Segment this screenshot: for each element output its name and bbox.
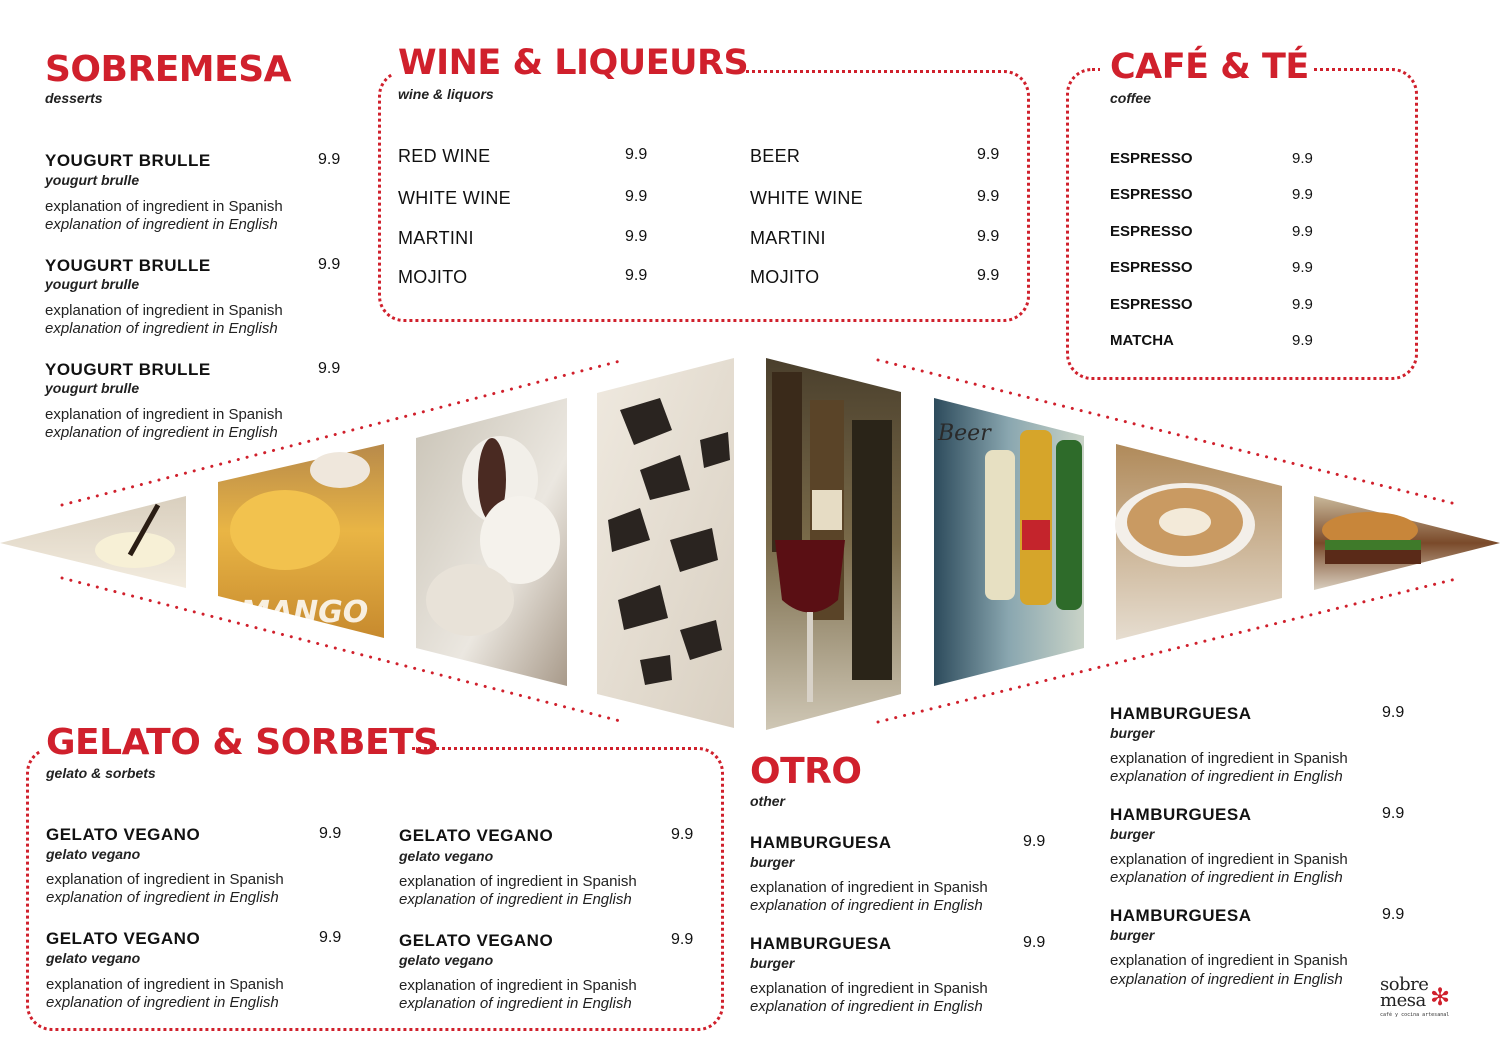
item-price: 9.9: [1382, 906, 1405, 923]
item-subname: yougurt brulle: [45, 276, 140, 292]
item-subname: yougurt brulle: [45, 380, 140, 396]
coffee-name: ESPRESSO: [1110, 223, 1193, 240]
coffee-name: ESPRESSO: [1110, 259, 1193, 276]
otro-title: OTRO: [750, 751, 862, 792]
sobremesa-logo: [1380, 976, 1460, 1020]
sobremesa-subtitle: desserts: [45, 90, 103, 106]
item-subname: gelato vegano: [399, 848, 494, 864]
item-desc-spanish: explanation of ingredient in Spanish: [46, 871, 284, 888]
drink-price: 9.9: [625, 267, 648, 284]
item-desc-english: explanation of ingredient in English: [1110, 971, 1343, 988]
item-desc-english: explanation of ingredient in English: [750, 998, 983, 1015]
item-name: GELATO VEGANO: [399, 826, 554, 845]
item-desc-spanish: explanation of ingredient in Spanish: [45, 406, 283, 423]
item-price: 9.9: [1382, 805, 1405, 822]
item-name: GELATO VEGANO: [399, 931, 554, 950]
cafe-title: CAFÉ & TÉ: [1110, 47, 1309, 87]
beer-bottles-photo: [934, 398, 1084, 686]
asterisk-icon: ✻: [1430, 984, 1451, 1011]
coffee-price: 9.9: [1292, 259, 1313, 276]
drink-price: 9.9: [625, 146, 648, 163]
coffee-price: 9.9: [1292, 223, 1313, 240]
item-desc-english: explanation of ingredient in English: [46, 889, 279, 906]
item-subname: gelato vegano: [399, 952, 494, 968]
coffee-name: ESPRESSO: [1110, 150, 1193, 167]
item-name: GELATO VEGANO: [46, 825, 201, 844]
photo-strip: [0, 340, 1500, 740]
drink-name: BEER: [750, 146, 801, 166]
coffee-price: 9.9: [1292, 150, 1313, 167]
item-desc-spanish: explanation of ingredient in Spanish: [1110, 851, 1348, 868]
coffee-price: 9.9: [1292, 186, 1313, 203]
mango-label: MANGO: [240, 595, 369, 630]
coffee-price: 9.9: [1292, 296, 1313, 313]
item-name: HAMBURGUESA: [1110, 906, 1252, 925]
gelato-title: GELATO & SORBETS: [46, 722, 439, 763]
item-price: 9.9: [671, 826, 694, 843]
drink-name: MOJITO: [750, 267, 820, 287]
item-price: 9.9: [671, 931, 694, 948]
item-subname: burger: [750, 854, 795, 870]
item-price: 9.9: [318, 256, 341, 273]
gelato-subtitle: gelato & sorbets: [46, 765, 156, 781]
item-price: 9.9: [1023, 833, 1046, 850]
item-desc-english: explanation of ingredient in English: [46, 994, 279, 1011]
item-name: YOUGURT BRULLE: [45, 360, 211, 379]
item-subname: burger: [750, 955, 795, 971]
otro-subtitle: other: [750, 793, 785, 809]
item-price: 9.9: [1382, 704, 1405, 721]
cafe-subtitle: coffee: [1110, 90, 1151, 106]
item-name: YOUGURT BRULLE: [45, 256, 211, 275]
drink-name: WHITE WINE: [398, 188, 511, 208]
item-name: HAMBURGUESA: [750, 934, 892, 953]
item-desc-english: explanation of ingredient in English: [750, 897, 983, 914]
logo-line1: sobre: [1380, 974, 1429, 995]
yogurt-photo: [0, 496, 186, 588]
coffee-name: ESPRESSO: [1110, 296, 1193, 313]
drink-price: 9.9: [625, 228, 648, 245]
drink-price: 9.9: [977, 146, 1000, 163]
item-desc-spanish: explanation of ingredient in Spanish: [1110, 952, 1348, 969]
cappuccino-photo: [1115, 444, 1282, 640]
item-price: 9.9: [318, 360, 341, 377]
item-desc-spanish: explanation of ingredient in Spanish: [399, 977, 637, 994]
item-desc-english: explanation of ingredient in English: [399, 995, 632, 1012]
drink-name: MARTINI: [750, 228, 826, 248]
item-desc-spanish: explanation of ingredient in Spanish: [45, 198, 283, 215]
drink-price: 9.9: [625, 188, 648, 205]
drink-price: 9.9: [977, 188, 1000, 205]
wine-title: WINE & LIQUEURS: [398, 43, 749, 83]
red-wine-photo: [766, 358, 901, 730]
item-price: 9.9: [319, 929, 342, 946]
item-subname: burger: [1110, 927, 1155, 943]
wine-subtitle: wine & liquors: [398, 86, 494, 102]
item-name: HAMBURGUESA: [1110, 704, 1252, 723]
item-desc-english: explanation of ingredient in English: [1110, 869, 1343, 886]
item-name: YOUGURT BRULLE: [45, 151, 211, 170]
item-desc-english: explanation of ingredient in English: [45, 424, 278, 441]
item-desc-spanish: explanation of ingredient in Spanish: [46, 976, 284, 993]
drink-name: RED WINE: [398, 146, 491, 166]
item-subname: burger: [1110, 725, 1155, 741]
item-desc-english: explanation of ingredient in English: [399, 891, 632, 908]
item-name: HAMBURGUESA: [1110, 805, 1252, 824]
item-subname: yougurt brulle: [45, 172, 140, 188]
item-desc-spanish: explanation of ingredient in Spanish: [399, 873, 637, 890]
coffee-name: ESPRESSO: [1110, 186, 1193, 203]
item-desc-spanish: explanation of ingredient in Spanish: [45, 302, 283, 319]
beer-label: Beer: [938, 421, 991, 446]
item-desc-spanish: explanation of ingredient in Spanish: [750, 879, 988, 896]
item-desc-english: explanation of ingredient in English: [45, 320, 278, 337]
item-subname: gelato vegano: [46, 846, 141, 862]
mango-gelato-photo: [218, 444, 384, 638]
coffee-name: MATCHA: [1110, 332, 1174, 349]
burger-photo: [1314, 496, 1500, 590]
drink-price: 9.9: [977, 228, 1000, 245]
logo-tagline: café y cocina artesanal: [1380, 1012, 1450, 1018]
item-price: 9.9: [318, 151, 341, 168]
drink-price: 9.9: [977, 267, 1000, 284]
cookies-cream-photo: [597, 358, 734, 728]
macarons-photo: [416, 398, 567, 686]
logo-line2: mesa: [1380, 990, 1426, 1011]
item-name: HAMBURGUESA: [750, 833, 892, 852]
item-price: 9.9: [319, 825, 342, 842]
item-desc-spanish: explanation of ingredient in Spanish: [1110, 750, 1348, 767]
drink-name: WHITE WINE: [750, 188, 863, 208]
item-subname: burger: [1110, 826, 1155, 842]
item-desc-english: explanation of ingredient in English: [45, 216, 278, 233]
coffee-price: 9.9: [1292, 332, 1313, 349]
item-name: GELATO VEGANO: [46, 929, 201, 948]
item-desc-english: explanation of ingredient in English: [1110, 768, 1343, 785]
sobremesa-title: SOBREMESA: [45, 49, 291, 90]
item-price: 9.9: [1023, 934, 1046, 951]
item-desc-spanish: explanation of ingredient in Spanish: [750, 980, 988, 997]
drink-name: MOJITO: [398, 267, 468, 287]
drink-name: MARTINI: [398, 228, 474, 248]
item-subname: gelato vegano: [46, 950, 141, 966]
